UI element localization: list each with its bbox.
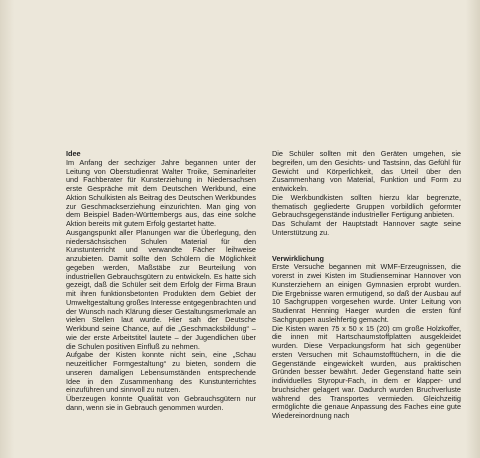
paragraph: Überzeugen konnte Qualität von Gebrauchsgütern nur dann, wenn sie in Gebrauch genommen wurden. [66, 394, 256, 412]
section-heading-idee: Idee [66, 149, 81, 158]
section-heading-verwirklichung: Verwirklichung [272, 253, 324, 263]
paragraph: Die Werkbundkisten sollten hierzu klar begrenzte, thematisch gegliederte Gruppen vorbildlich geformter Gebrauchsgegenstände industrieller Fertigung anbieten. [272, 192, 461, 220]
left-column [66, 150, 256, 413]
paragraph: Die Kisten waren 75 x 50 x 15 (20) cm große Holzkoffer, die innen mit Hartschaumstoffplatten ausgekleidet wurden. Diese Verpackungsform hat sich gegenüber ersten Versuchen mit Schaumstofftüchern, in die die Gegenstände eingewickelt wurden, aus praktischen Gründen besser bewährt. Jeder Gegenstand hatte sein individuelles Styropur-Fach, in dem er klapper- und bruchsicher gelagert war. Dadurch wurden Bruchverluste während des Transportes vermieden. Gleichzeitig ermöglichte die genaue Anpassung des Faches eine gute Wiedereinordnung nach [272, 323, 461, 420]
section-spacer [272, 238, 461, 255]
paragraph: Erste Versuche begannen mit WMF-Erzeugnissen, die vorerst in zwei Kisten im Studienseminar Hannover von Kunsterziehern an einigen Gymnasien erprobt wurden. Die Ergebnisse waren ermutigend, so daß der Ausbau auf 10 Sachgruppen vorgesehen wurde. Unter Leitung von Studienrat Henning Haeger wurden die ersten fünf Sachgruppen ausleihfertig gemacht. [272, 262, 461, 324]
paragraph: Das Schulamt der Hauptstadt Hannover sagte seine Unterstützung zu. [272, 219, 461, 237]
paragraph: Die Schüler sollten mit den Geräten umgehen, sie begreifen, um den Gesichts- und Tastsinn, das Gefühl für Gewicht und Körperlichkeit, das Urteil über den Zusammenhang von Material, Funktion und Form zu entwickeln. [272, 149, 461, 193]
paragraph: Im Anfang der sechziger Jahre begannen unter der Leitung von Oberstudienrat Walter Troike, Seminarleiter und Fachberater für Kunsterziehung in Niedersachsen erste Gespräche mit dem Deutschen Werkbund, eine Aktion Schulkisten als Beitrag des Deutschen Werkbundes zur Geschmackserziehung einzurichten. Man ging von dem Beispiel Baden-Württembergs aus, das eine solche Aktion bereits mit gutem Erfolg gestartet hatte. [66, 157, 256, 228]
paragraph: Ausgangspunkt aller Planungen war die Überlegung, den niedersächsischen Schulen Material für den Kunstunterricht und verwandte Fächer leihweise anzubieten. Damit sollte den Schülern die Möglichkeit gegeben werden, Maßstäbe zur Beurteilung von industriellen Gebrauchsgütern zu entwickeln. Es hatte sich gezeigt, daß die Schüler seit dem Erfolg der Firma Braun mit ihren funktionsbetonten Produkten dem Gebiet der Umweltgestaltung großes Interesse entgegenbrachten und der Wunsch nach Klärung dieser Gestaltungsmerkmale an vielen Stellen laut wurde. Hier sah der Deutsche Werkbund seine Chance, auf die „Geschmacksbildung“ – wie der erste Arbeitstitel lautete – der Jugendlichen über die Schulen positiven Einfluß zu nehmen. [66, 227, 256, 351]
paragraph: Aufgabe der Kisten konnte nicht sein, eine „Schau neuzeitlicher Formgestaltung“ zu bieten, sondern die unseren damaligen Lebensumständen entsprechende Idee in den Zusammenhang des Kunstunterrichtes einzuführen und sinnvoll zu nutzen. [66, 350, 256, 395]
right-column [272, 150, 461, 421]
